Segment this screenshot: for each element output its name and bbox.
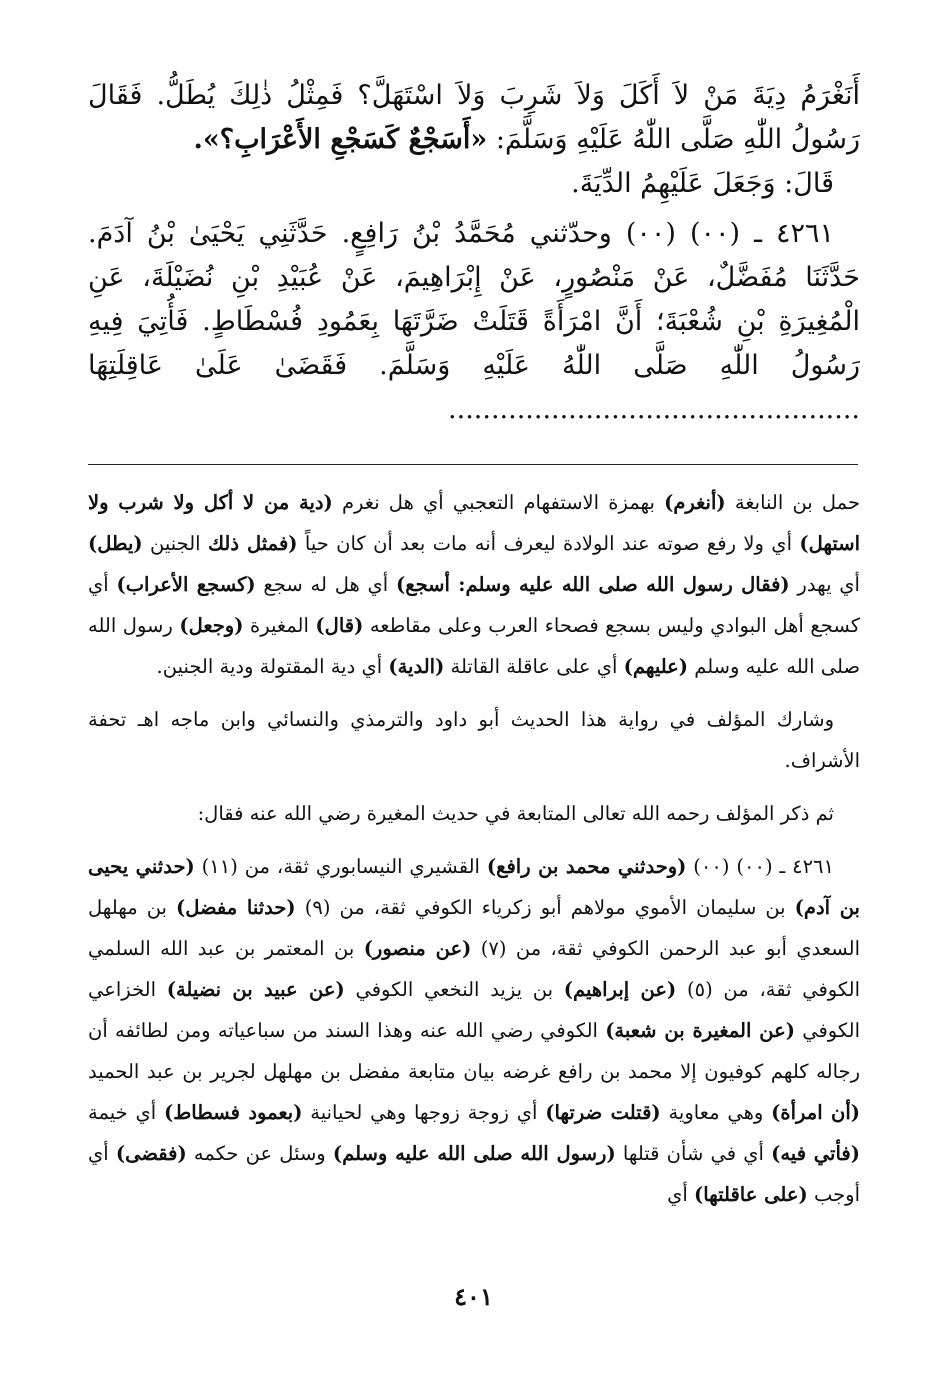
quoted-term: (فقضى) bbox=[115, 1142, 187, 1165]
commentary-segment: حمل بن النابغة bbox=[725, 491, 861, 514]
commentary-segment: أي كسجع أهل البوادي وليس بسجع فصحاء العرب وعلى مقاطعه bbox=[88, 573, 860, 637]
commentary-segment: الخزاعي الكوفي bbox=[88, 978, 860, 1042]
commentary-segment: أي دية المقتولة ودية الجنين. bbox=[156, 655, 389, 678]
hadith-line: أَنَغْرَمُ دِيَةَ مَنْ لاَ أَكَلَ وَلاَ شَرِبَ وَلاَ اسْتَهَلَّ؟ فَمِثْلُ ذٰلِكَ يُطَلُّ. فَقَالَ رَسُولُ اللّٰهِ صَلَّى اللّٰهُ عَلَيْهِ وَسَلَّمَ: bbox=[88, 80, 860, 155]
quoted-term: (وحدثني محمد بن رافع) bbox=[486, 855, 687, 878]
hadith-prophet-quote: «أَسَجْعٌ كَسَجْعِ الأَعْرَابِ؟». bbox=[193, 124, 488, 155]
commentary-segment: بن المعتمر بن عبد الله السلمي الكوفي ثقة، من (٥) bbox=[88, 937, 861, 1001]
quoted-term: (فمثل ذلك bbox=[207, 532, 298, 555]
quoted-term: (دية من لا أكل ولا شرب ولا استهل) bbox=[88, 491, 860, 555]
quoted-term: (كسجع الأعراب) bbox=[116, 573, 256, 596]
commentary-segment: أي خيمة bbox=[88, 1101, 164, 1124]
quoted-term: (يطل) bbox=[88, 532, 143, 555]
commentary-segment: المغيرة bbox=[243, 614, 316, 637]
commentary-segment: أي زوجة زوجها وهي لحيانية bbox=[302, 1101, 546, 1124]
commentary-segment: بهمزة الاستفهام التعجبي أي هل نغرم bbox=[332, 491, 665, 514]
quoted-term: (عن عبيد بن نضيلة) bbox=[166, 978, 345, 1001]
commentary-segment: أي في شأن قتلها bbox=[615, 1142, 772, 1165]
commentary-paragraph-2: وشارك المؤلف في رواية هذا الحديث أبو داود والترمذي والنسائي وابن ماجه اهـ تحفة الأشراف. bbox=[88, 708, 860, 772]
quoted-term: (على عاقلتها) bbox=[693, 1183, 808, 1206]
hadith-4261-text: ٤٢٦١ ـ (٠٠) (٠٠) وحدّثني مُحَمَّدُ بْنُ رَافِعٍ. حَدَّثَنِي يَحْيَىٰ بْنُ آدَمَ. حَدَّثَنَا مُفَضَّلٌ، عَنْ مَنْصُورٍ، عَنْ إِبْرَاهِيمَ، عَنْ عُبَيْدِ بْنِ نُضَيْلَةَ، عَنِ الْمُغِيرَةِ بْنِ شُعْبَةَ؛ أَنَّ امْرَأَةً قَتَلَتْ ضَرَّتَهَا بِعَمُودِ فُسْطَاطٍ. فَأُتِيَ فِيهِ رَسُولُ اللّٰهِ صَلَّى اللّٰهُ عَلَيْهِ وَسَلَّمَ. فَقَضَىٰ عَلَىٰ عَاقِلَتِهَا bbox=[88, 218, 860, 381]
hadith-narrator-statement: قَالَ: وَجَعَلَ عَلَيْهِمُ الدِّيَةَ. bbox=[571, 168, 834, 199]
commentary-segment: الجنين bbox=[142, 532, 208, 555]
quoted-term: (فقال رسول الله صلى الله عليه وسلم: أسجع) bbox=[395, 573, 790, 596]
continuation-dots: ................................................ bbox=[448, 394, 860, 425]
quoted-term: (عليهم) bbox=[623, 655, 689, 678]
quoted-term: (عن إبراهيم) bbox=[563, 978, 677, 1001]
quoted-term: (قال) bbox=[315, 614, 364, 637]
commentary-paragraph-4 bbox=[88, 846, 860, 1215]
quoted-term: (حدثني يحيى بن آدم) bbox=[88, 855, 860, 919]
commentary-segment: أي أوجب bbox=[88, 1142, 860, 1206]
commentary-text bbox=[88, 482, 860, 1215]
page-number: ٤٠١ bbox=[454, 1282, 493, 1311]
commentary-segment: أي ولا رفع صوته عند الولادة ليعرف أنه مات بعد أن كان حياً bbox=[297, 532, 800, 555]
quoted-term: (عن المغيرة بن شعبة) bbox=[605, 1019, 795, 1042]
commentary-paragraph-3: ثم ذكر المؤلف رحمه الله تعالى المتابعة في حديث المغيرة رضي الله عنه فقال: bbox=[197, 802, 834, 825]
commentary-segment: القشيري النيسابوري ثقة، من (١١) bbox=[194, 855, 487, 878]
quoted-term: (قتلت ضرتها) bbox=[545, 1101, 661, 1124]
commentary-segment: أي يهدر bbox=[789, 573, 860, 596]
commentary-segment: وسئل عن حكمه bbox=[186, 1142, 333, 1165]
commentary-segment: أي هل له سجع bbox=[255, 573, 396, 596]
quoted-term: (حدثنا مفضل) bbox=[176, 896, 296, 919]
commentary-segment: وهي معاوية bbox=[660, 1101, 772, 1124]
quoted-term: (أنغرم) bbox=[664, 491, 726, 514]
commentary-segment: أي على عاقلة القاتلة bbox=[444, 655, 624, 678]
quoted-term: (بعمود فسطاط) bbox=[164, 1101, 303, 1124]
commentary-segment: أي bbox=[667, 1183, 694, 1206]
commentary-segment: ٤٢٦١ ـ (٠٠) (٠٠) bbox=[686, 855, 834, 878]
hadith-4261 bbox=[88, 212, 860, 432]
quoted-term: (رسول الله صلى الله عليه وسلم) bbox=[332, 1142, 616, 1165]
hadith-opening bbox=[88, 74, 860, 162]
commentary-segment: بن مهلهل السعدي أبو عبد الرحمن الكوفي ثقة، من (٧) bbox=[88, 896, 860, 960]
quoted-term: (عن منصور) bbox=[363, 937, 472, 960]
commentary-segment: رسول الله صلى الله عليه وسلم bbox=[88, 614, 860, 678]
quoted-term: (الدية) bbox=[388, 655, 445, 678]
quoted-term: (فأتي فيه) bbox=[771, 1142, 860, 1165]
hadith-text bbox=[88, 74, 860, 432]
quoted-term: (أن امرأة) bbox=[771, 1101, 860, 1124]
quoted-term: (وجعل) bbox=[179, 614, 244, 637]
commentary-segment: بن سليمان الأموي مولاهم أبو زكرياء الكوفي ثقة، من (٩) bbox=[295, 896, 795, 919]
commentary-segment: الكوفي رضي الله عنه وهذا السند من سباعياته ومن لطائفه أن رجاله كلهم كوفيون إلا محمد بن رافع غرضه بيان متابعة مفضل بن مهلهل لجرير بن عبد الحميد bbox=[88, 1019, 860, 1083]
footnote-separator bbox=[88, 464, 858, 465]
commentary-segment: بن يزيد النخعي الكوفي bbox=[344, 978, 564, 1001]
commentary-paragraph-1 bbox=[88, 482, 860, 687]
